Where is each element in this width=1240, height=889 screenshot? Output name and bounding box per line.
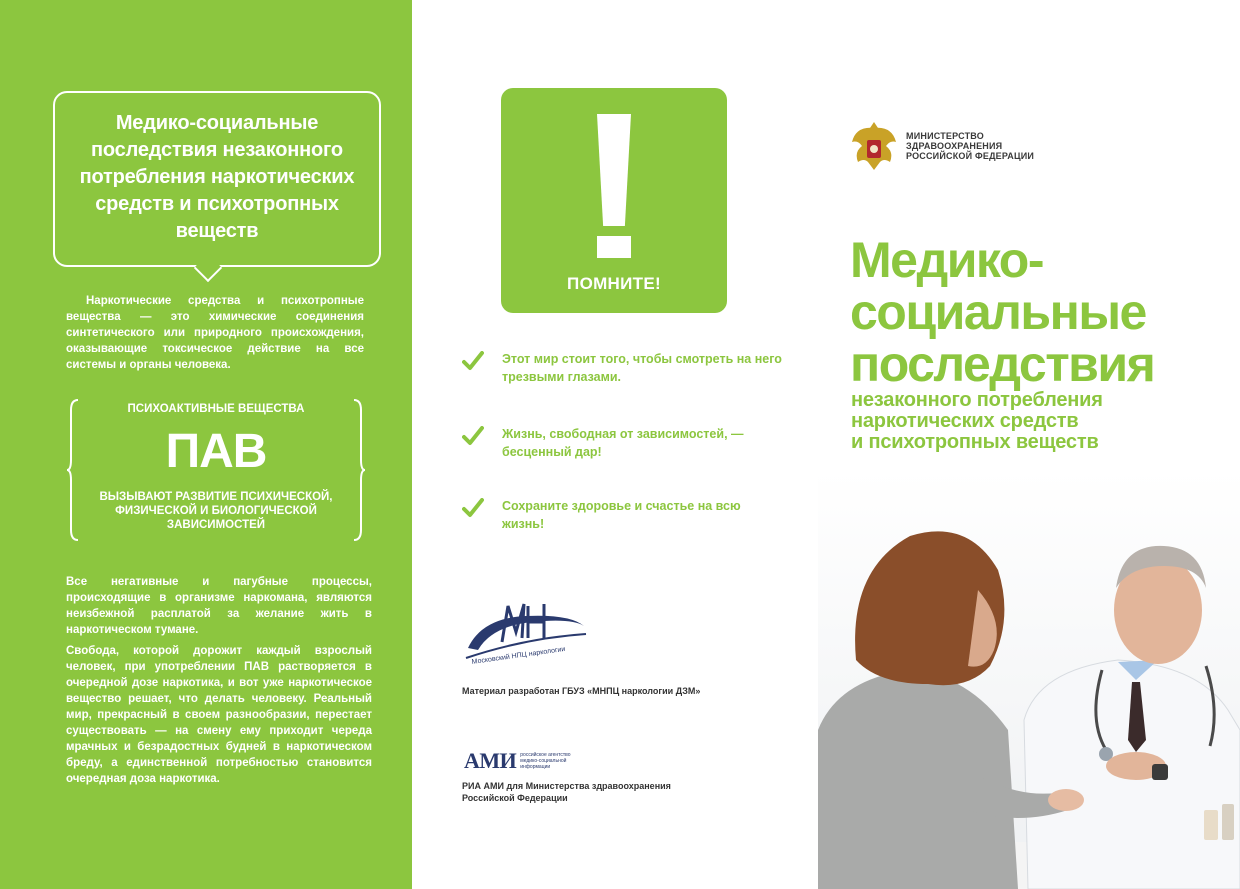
subtitle-line-1: незаконного потребления	[851, 389, 1103, 411]
doctor-patient-photo	[818, 470, 1240, 889]
ami-logo	[464, 748, 576, 774]
mh-logo-icon	[462, 598, 590, 670]
check-item	[462, 350, 782, 386]
pav-bottom-label: ВЫЗЫВАЮТ РАЗВИТИЕ ПСИХИЧЕСКОЙ, ФИЗИЧЕСКОЙ И БИОЛОГИЧЕСКОЙ ЗАВИСИМОСТЕЙ	[99, 491, 333, 531]
intro-text: Наркотические средства и психотропные вещества — это химические соединения синтетического или природного происхождения, оказывающие токсическое действие на все системы и органы человека.	[66, 295, 364, 371]
pav-block	[66, 398, 366, 542]
ministry-line-2: ЗДРАВООХРАНЕНИЯ	[906, 141, 1003, 151]
box-title: Медико-социальные последствия незаконного потребления наркотических средств и психотропных веществ	[79, 111, 355, 242]
mh-logo-text: Московский НПЦ наркологии	[471, 645, 566, 666]
credit-developer: Материал разработан ГБУЗ «МНПЦ наркологии ДЗМ»	[462, 686, 701, 696]
left-panel	[0, 0, 412, 889]
ministry-line-3: РОССИЙСКОЙ ФЕДЕРАЦИИ	[906, 151, 1035, 161]
main-title	[850, 234, 1230, 390]
check-text: Сохраните здоровье и счастье на всю жизнь!	[502, 499, 741, 531]
credit-publisher-line2: Российской Федерации	[462, 793, 568, 803]
title-line-3: последствия	[850, 336, 1155, 392]
check-icon	[462, 498, 484, 518]
right-brace-icon	[352, 398, 366, 542]
ami-small-text: российское агентство медико-социальной информации	[520, 752, 571, 770]
title-line-2: социальные	[850, 284, 1146, 340]
speech-box	[53, 91, 381, 267]
credit-publisher	[462, 780, 671, 804]
exclamation-icon	[597, 114, 631, 226]
emblem-icon	[848, 118, 900, 174]
paragraph-2: Свобода, которой дорожит каждый взрослый человек, при употреблении ПАВ растворяется в очередной дозе наркотика, и вот уже наркотическое вещество решает, что делать человеку. Реальный мир, прекрасный в своем разнообразии, перестает существовать — на смену ему приходит череда мрачных и безрадостных будней в наркотическом бреду, а единственной потребностью становится очередная доза наркотика.	[66, 645, 372, 785]
ami-word: АМИ	[464, 748, 517, 773]
check-icon	[462, 426, 484, 446]
check-text: Жизнь, свободная от зависимостей, — бесценный дар!	[502, 427, 744, 459]
pav-abbreviation: ПАВ	[165, 425, 267, 478]
remember-label: ПОМНИТЕ!	[567, 274, 661, 293]
credit-publisher-line1: РИА АМИ для Министерства здравоохранения	[462, 781, 671, 791]
sub-title	[851, 390, 1231, 453]
subtitle-line-2: наркотических средств	[851, 410, 1079, 432]
subtitle-line-3: и психотропных веществ	[851, 431, 1099, 453]
remember-box	[501, 88, 727, 313]
exclamation-dot	[597, 236, 631, 258]
check-text: Этот мир стоит того, чтобы смотреть на него трезвыми глазами.	[502, 352, 782, 384]
paragraph-1: Все негативные и пагубные процессы, происходящие в организме наркомана, являются неизбежной расплатой за желание жить в наркотическом тумане.	[66, 576, 372, 636]
ministry-header	[848, 118, 1034, 174]
ministry-name	[906, 131, 1034, 161]
pav-top-label: ПСИХОАКТИВНЫЕ ВЕЩЕСТВА	[127, 403, 305, 415]
ministry-line-1: МИНИСТЕРСТВО	[906, 131, 984, 141]
title-line-1: Медико-	[850, 232, 1043, 288]
check-item	[462, 425, 782, 461]
check-icon	[462, 351, 484, 371]
check-item	[462, 497, 782, 533]
